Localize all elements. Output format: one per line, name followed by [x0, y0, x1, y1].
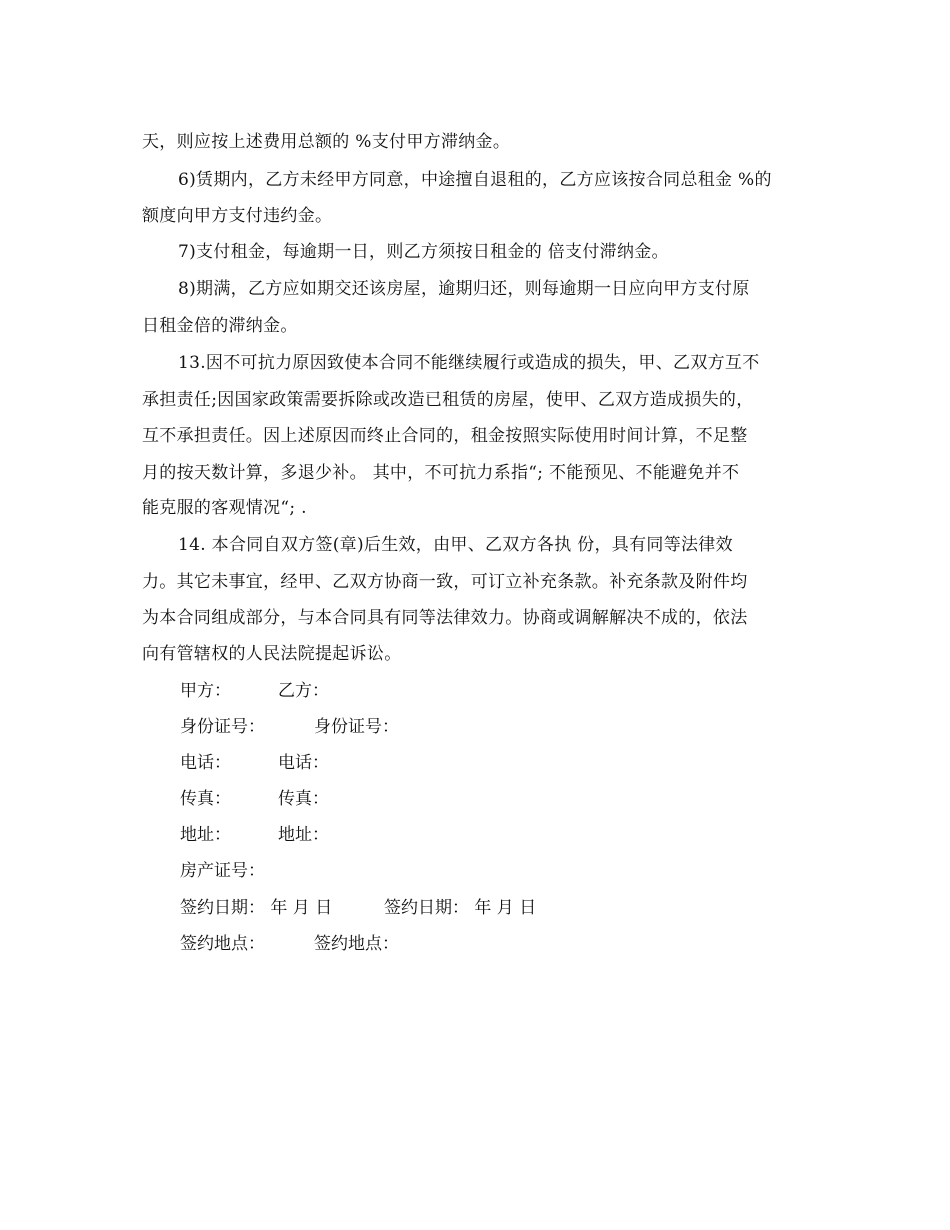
- text-line: 14. 本合同自双方签(章)后生效，由甲、乙双方各执 份，具有同等法律效: [178, 535, 733, 555]
- text-line: 为本合同组成部分，与本合同具有同等法律效力。协商或调解解决不成的，依法: [142, 608, 748, 628]
- text-line: 向有管辖权的人民法院提起诉讼。: [142, 644, 402, 664]
- text-line: 8)期满，乙方应如期交还该房屋，逾期归还，则每逾期一日应向甲方支付原: [178, 279, 750, 299]
- party-a-label: 甲方：: [180, 681, 231, 701]
- text-line: 7)支付租金，每逾期一日，则乙方须按日租金的 倍支付滞纳金。: [178, 242, 669, 262]
- date-a-label: 签约日期： 年 月 日: [180, 898, 333, 918]
- property-cert-label: 房产证号：: [180, 861, 265, 881]
- date-b-label: 签约日期： 年 月 日: [384, 898, 537, 918]
- fax-a-label: 传真：: [180, 789, 231, 809]
- text-line: 13.因不可抗力原因致使本合同不能继续履行或造成的损失，甲、乙双方互不: [178, 353, 760, 373]
- text-line: 日租金倍的滞纳金。: [142, 316, 298, 336]
- place-a-label: 签约地点：: [180, 934, 265, 954]
- text-line: 月的按天数计算，多退少补。 其中，不可抗力系指“; 不能预见、不能避免并不: [142, 463, 740, 483]
- fax-b-label: 传真：: [278, 789, 329, 809]
- text-line: 互不承担责任。因上述原因而终止合同的，租金按照实际使用时间计算，不足整: [142, 426, 748, 446]
- address-a-label: 地址：: [180, 825, 231, 845]
- place-b-label: 签约地点：: [314, 934, 399, 954]
- id-a-label: 身份证号：: [180, 717, 265, 737]
- text-line: 力。其它未事宜，经甲、乙双方协商一致，可订立补充条款。补充条款及附件均: [142, 572, 748, 592]
- id-b-label: 身份证号：: [314, 717, 399, 737]
- text-line: 承担责任;因国家政策需要拆除或改造已租赁的房屋，使甲、乙双方造成损失的，: [142, 390, 754, 410]
- text-line: 能克服的客观情况“; .: [142, 498, 307, 518]
- phone-b-label: 电话：: [278, 753, 329, 773]
- address-b-label: 地址：: [278, 825, 329, 845]
- text-line: 6)赁期内，乙方未经甲方同意，中途擅自退租的，乙方应该按合同总租金 %的: [178, 170, 772, 190]
- text-line: 额度向甲方支付违约金。: [142, 206, 333, 226]
- phone-a-label: 电话：: [180, 753, 231, 773]
- party-b-label: 乙方：: [278, 681, 329, 701]
- text-line: 天，则应按上述费用总额的 %支付甲方滞纳金。: [142, 132, 511, 152]
